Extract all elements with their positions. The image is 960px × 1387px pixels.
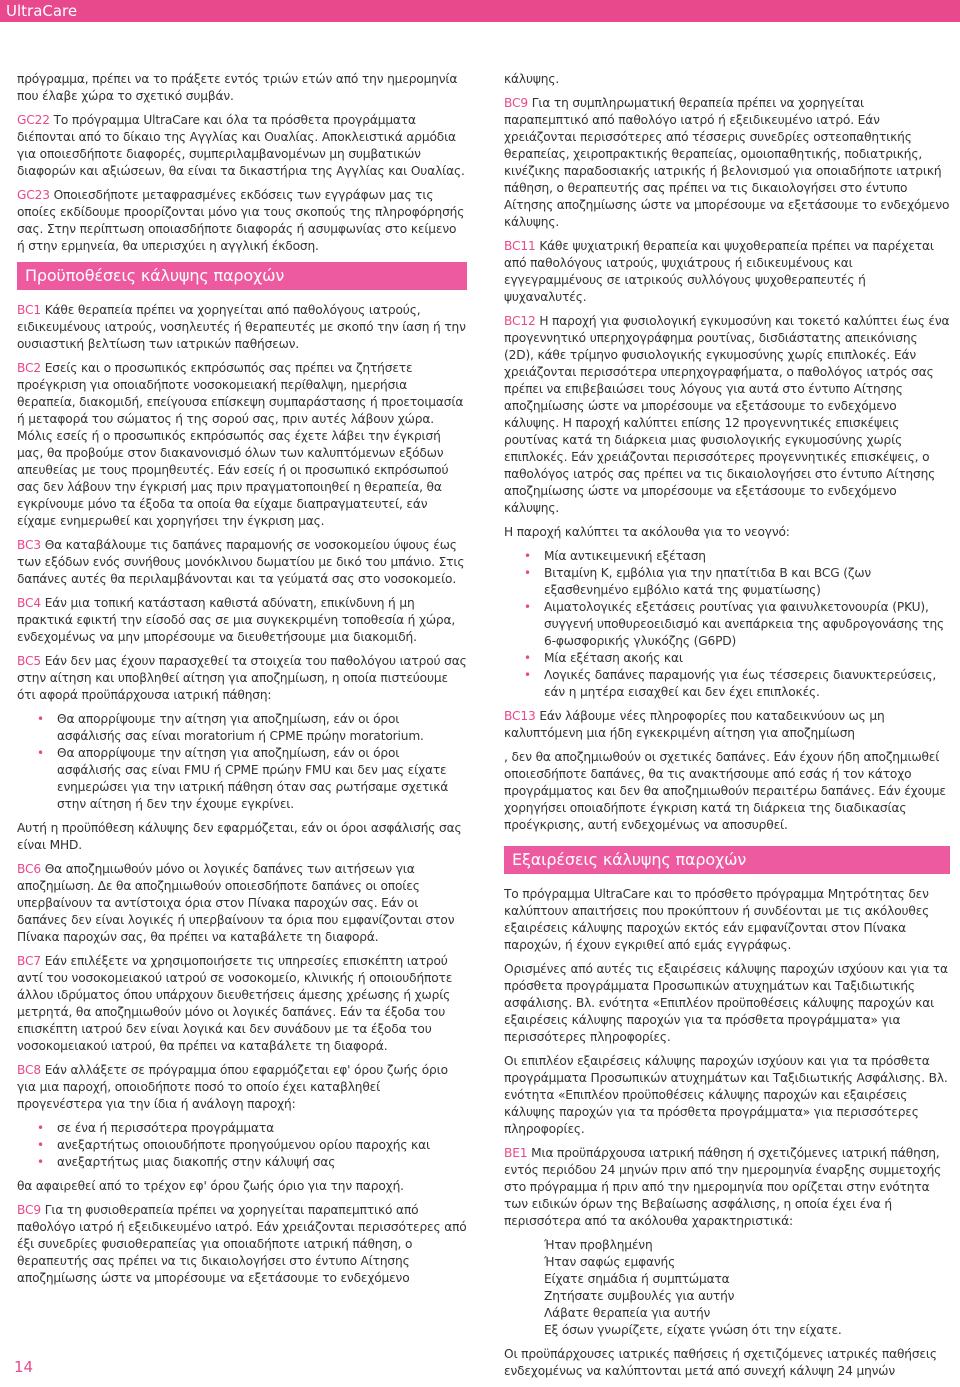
bullet-list (17, 1120, 467, 1171)
clause-code: BC4 (17, 596, 41, 610)
clause-code: GC23 (17, 188, 50, 202)
clause-gc22: GC22 Το πρόγραμμα UltraCare και όλα τα πρόσθετα προγράμματα διέπονται από το δίκαιο της Αγγλίας και Ουαλίας. Αποκλειστικά αρμόδια για οποιεσδήποτε διαφορές, συμπεριλαμβανομένων μη συμβατικών διαφορών και αξιώσεων, θα είναι τα δικαστήρια της Αγγλίας και Ουαλίας. (17, 113, 465, 178)
list-item: Ζητήσατε συμβουλές για αυτήν (544, 1289, 735, 1303)
section-header-benefit-exclusions: Εξαιρέσεις κάλυψης παροχών (504, 846, 950, 874)
item-list (504, 1237, 950, 1339)
clause-bc1: BC1 Κάθε θεραπεία πρέπει να χορηγείται από παθολόγους ιατρούς, ειδικευμένους ιατρούς, νοσηλευτές ή θεραπευτές με σκοπό την ίαση ή την ουσιαστική βελτίωση των ιατρικών παθήσεων. (17, 303, 466, 351)
clause-bc2: BC2 Εσείς και ο προσωπικός εκπρόσωπός σας πρέπει να ζητήσετε προέγκριση για οποιαδήποτε νοσοκομειακή περίθαλψη, ημερήσια θεραπεία, διακομιδή, επείγουσα επίσκεψη συμπαράστασης ή προετοιμασία ή μεταφορά του σώματος ή της σορού σας, πριν αυτές λάβουν χώρα. Μόλις εσείς ή ο προσωπικός εκπρόσωπός σας έχετε λάβει την έγκρισή μας, θα προβούμε στον διακανονισμό όλων των καλυπτόμενων εξόδων απευθείας με τους προμηθευτές. Εάν εσείς ή οι προσωπικό εκπρόσωπού σας δεν λάβουν την έγκρισή μας πριν πραγματοποιηθεί η θεραπεία, θα εγκρίνουμε μόνο τα έξοδα τα οποία θα είχαμε διαπραγματευτεί, εάν είχαμε ενημερωθεί και χορηγήσει την έγκριση μας. (17, 361, 464, 528)
clause-code: BC8 (17, 1063, 41, 1077)
list-item: Εξ όσων γνωρίζετε, είχατε γνώση ότι την είχατε. (544, 1323, 842, 1337)
list-item: • ανεξαρτήτως οποιουδήποτε προηγούμενου ορίου παροχής και (17, 1137, 467, 1154)
right-column (504, 71, 950, 1387)
section-header-benefit-conditions: Προϋποθέσεις κάλυψης παροχών (17, 262, 467, 290)
clause-code: BC11 (504, 239, 536, 253)
bullet-list (17, 711, 467, 813)
list-item: • ανεξαρτήτως μιας διακοπής στην κάλυψή σας (17, 1154, 467, 1171)
clause-bc3: BC3 Θα καταβάλουμε τις δαπάνες παραμονής σε νοσοκομείου ύψους έως των εξόδων ενός συνήθους μονόκλινου δωματίου με δικό του μπάνιο. Στις δαπάνες αυτές θα περιλαμβάνονται και τα γεύματά σας στο νοσοκομείο. (17, 538, 465, 586)
clause-bc6: BC6 Θα αποζημιωθούν μόνο οι λογικές δαπάνες των αιτήσεων για αποζημίωση. Δε θα αποζημιωθούν οποιεσδήποτε δαπάνες οι οποίες υπερβαίνουν τα αντίστοιχα όρια στον Πίνακα παροχών σας. Εάν οι δαπάνες δεν είναι λογικές ή υπερβαίνουν τα όρια που εμφανίζονται στον Πίνακα παροχών σας, θα πρέπει να καταβάλετε τη διαφορά. (17, 862, 455, 944)
clause-be1: BE1 Μια προϋπάρχουσα ιατρική πάθηση ή σχετιζόμενες ιατρική πάθηση, εντός περιόδου 24 μηνών πριν από την ημερομηνία έναρξης συμμετοχής στο πρόγραμμα ή πριν από την ημερομηνία που ορίζεται στην ενότητα των ειδικών όρων της Βεβαίωσης ασφάλισης, η οποία έχει ένα ή περισσότερα από τα ακόλουθα χαρακτηριστικά: (504, 1146, 942, 1228)
paragraph: Η παροχή καλύπτει τα ακόλουθα για το νεογνό: (504, 525, 790, 539)
clause-code: BC5 (17, 654, 41, 668)
list-item: • Αιματολογικές εξετάσεις ρουτίνας για φαινυλκετονουρία (PKU), συγγενή υποθυρεοειδισμό και ανεπάρκεια της αφυδρογονάσης της 6-φωσφορικής γλυκόζης (G6PD) (504, 599, 950, 650)
clause-bc8: BC8 Εάν αλλάξετε σε πρόγραμμα όπου εφαρμόζεται εφ' όρου ζωής όριο για μια παροχή, οποιοδήποτε ποσό το οποίο έχει καταβληθεί προγενέστερα για την ίδια ή ανάλογη παροχή: (17, 1063, 448, 1111)
paragraph: Αυτή η προϋπόθεση κάλυψης δεν εφαρμόζεται, εάν οι όροι ασφάλισής σας είναι MHD. (17, 821, 462, 852)
list-item: • Θα απορρίψουμε την αίτηση για αποζημίωση, εάν οι όροι ασφάλισής σας είναι moratorium ή CPME πρώην moratorium. (17, 711, 467, 745)
clause-bc9: BC9 Για τη φυσιοθεραπεία πρέπει να χορηγείται παραπεμπτικό από παθολόγο ιατρό ή εξειδικευμένο ιατρό. Εάν χρειάζονται περισσότερες από έξι συνεδρίες φυσιοθεραπείας για οποιαδήποτε ιατρική πάθηση, ο θεραπευτής σας πρέπει να τις δικαιολογήσει στο έντυπο Αίτησης αποζημίωσης ώστε να μπορέσουμε να εξετάσουμε το ενδεχόμενο (17, 1203, 467, 1285)
list-item: • Λογικές δαπάνες παραμονής για έως τέσσερεις διανυκτερεύσεις, εάν η μητέρα εισαχθεί και δεν έχει επιπλοκές. (504, 667, 950, 701)
list-item: Είχατε σημάδια ή συμπτώματα (544, 1272, 730, 1286)
paragraph: Οι επιπλέον εξαιρέσεις κάλυψης παροχών ισχύουν και για τα πρόσθετα προγράμματα Προσωπικών ατυχημάτων και Ταξιδιωτικής Ασφάλισης. Βλ. ενότητα «Επιπλέον προϋποθέσεις κάλυψης παροχών και εξαιρέσεις κάλυψης παροχών για τα πρόσθετα προγράμματα» για περισσότερες πληροφορίες. (504, 1054, 948, 1136)
list-item: • Μία εξέταση ακοής και (504, 650, 950, 667)
list-item: • Μία αντικειμενική εξέταση (504, 548, 950, 565)
brand-title: UltraCare (6, 2, 78, 20)
list-item: • Βιταμίνη K, εμβόλια για την ηπατίτιδα B και BCG (ζων εξασθενημένο εμβόλιο κατά της φυματίωσης) (504, 565, 950, 599)
paragraph: πρόγραμμα, πρέπει να το πράξετε εντός τριών ετών από την ημερομηνία που έλαβε χώρα το σχετικό συμβάν. (17, 72, 458, 103)
clause-code: BC12 (504, 314, 536, 328)
clause-code: BC6 (17, 862, 41, 876)
clause-code: BC1 (17, 303, 41, 317)
clause-code: BC7 (17, 954, 41, 968)
clause-code: BC13 (504, 709, 536, 723)
clause-gc23: GC23 Οποιεσδήποτε μεταφρασμένες εκδόσεις των εγγράφων μας τις οποίες εκδίδουμε προορίζονται μόνο για τους σκοπούς της πληροφόρησής σας. Στην περίπτωση οποιασδήποτε διαφοράς ή ασυμφωνίας στο κείμενο ή στην ερμηνεία, θα υπερισχύει η αγγλική έκδοση. (17, 188, 465, 253)
clause-bc11: BC11 Κάθε ψυχιατρική θεραπεία και ψυχοθεραπεία πρέπει να παρέχεται από παθολόγους ιατρούς, ψυχιάτρους ή ειδικευμένους και εγγεγραμμένους σε ιατρικούς συλλόγους ψυχοθεραπευτές ή ψυχαναλυτές. (504, 239, 934, 304)
clause-bc5: BC5 Εάν δεν μας έχουν παρασχεθεί τα στοιχεία του παθολόγου ιατρού σας στην αίτηση και υποβληθεί αίτηση για αποζημίωση, η οποία πιστεύουμε ότι αφορά προϋπάρχουσα ιατρική πάθηση: (17, 654, 467, 702)
clause-code: BC9 (504, 96, 528, 110)
paragraph: θα αφαιρεθεί από το τρέχον εφ' όρου ζωής όριο για την παροχή. (17, 1179, 404, 1193)
paragraph: Οι προϋπάρχουσες ιατρικές παθήσεις ή σχετιζόμενες ιατρικές παθήσεις ενδεχομένως να καλύπτονται μετά από συνεχή κάλυψη 24 μηνών (504, 1347, 937, 1378)
list-item: Ήταν προβλημένη (544, 1238, 653, 1252)
paragraph: , δεν θα αποζημιωθούν οι σχετικές δαπάνες. Εάν έχουν ήδη αποζημιωθεί οποιεσδήποτε δαπάνες, θα τις ανακτήσουμε από εσάς ή τον κάτοχο προγράμματος και δεν θα αποζημιωθούν περαιτέρω δαπάνες. Εάν έχουμε χορηγήσει οποιαδήποτε έγκριση κατά τη διάρκεια της διαδικασίας προέγκρισης, αυτή ενδεχομένως να αποσυρθεί. (504, 750, 946, 832)
paragraph: Το πρόγραμμα UltraCare και το πρόσθετο πρόγραμμα Μητρότητας δεν καλύπτουν απαιτήσεις που προκύπτουν ή συνδέονται με τις ακόλουθες εξαιρέσεις κάλυψης παροχών εκτός εάν εμφανίζονται στον Πίνακα παροχών, ή έχουν εγκριθεί από εμάς εγγράφως. (504, 887, 930, 952)
left-column (17, 71, 467, 1294)
list-item: Λάβατε θεραπεία για αυτήν (544, 1306, 711, 1320)
page-number: 14 (14, 1358, 34, 1376)
clause-code: BC3 (17, 538, 41, 552)
clause-code: BE1 (504, 1146, 528, 1160)
clause-bc13: BC13 Εάν λάβουμε νέες πληροφορίες που καταδεικνύουν ως μη καλυπτόμενη μια ήδη εγκεκριμένη αίτηση για αποζημίωση (504, 709, 885, 740)
clause-bc9-complementary: BC9 Για τη συμπληρωματική θεραπεία πρέπει να χορηγείται παραπεμπτικό από παθολόγο ιατρό ή εξειδικευμένο ιατρό. Εάν χρειάζονται περισσότερες από τέσσερις συνεδρίες οστεοπαθητικής θεραπείας, χειροπρακτικής θεραπείας, ομοιοπαθητικής, ποδιατρικής, κινέζικης παραδοσιακής ιατρικής ή βελονισμού για οποιαδήποτε ιατρική πάθηση, ο θεραπευτής σας πρέπει να τις δικαιολογήσει στο έντυπο Αίτησης αποζημίωσης ώστε να μπορέσουμε να εξετάσουμε το ενδεχόμενο κάλυψης. (504, 96, 950, 229)
list-item: • Θα απορρίψουμε την αίτηση για αποζημίωση, εάν οι όροι ασφάλισής σας είναι FMU ή CPME πρώην FMU και δεν μας είχατε ενημερώσει για την ιατρική πάθηση όταν σας ρωτήσαμε σχετικά στην αίτηση ή δεν την έχουμε εγκρίνει. (17, 745, 467, 813)
clause-code: GC22 (17, 113, 50, 127)
clause-code: BC9 (17, 1203, 41, 1217)
paragraph: Ορισμένες από αυτές τις εξαιρέσεις κάλυψης παροχών ισχύουν και για τα πρόσθετα προγράμματα Προσωπικών ατυχημάτων και Ταξιδιωτικής ασφάλισης. Βλ. ενότητα «Επιπλέον προϋποθέσεις κάλυψης παροχών και εξαιρέσεις κάλυψης παροχών για τα πρόσθετα προγράμματα» για περισσότερες πληροφορίες. (504, 962, 948, 1044)
clause-bc7: BC7 Εάν επιλέξετε να χρησιμοποιήσετε τις υπηρεσίες επισκέπτη ιατρού αντί του νοσοκομειακού ιατρού σε νοσοκομείο, κλινικής ή οποιουδήποτε άλλου ιδρύματος όπου υπάρχουν διευθετήσεις άμεσης χρέωσης ή χωρίς μετρητά, θα αποζημιωθούν μόνο οι λογικές δαπάνες. Εάν τα έξοδα του επισκέπτη ιατρού δεν είναι λογικά και δεν συνάδουν με τα έξοδα του νοσοκομειακού ιατρού, θα πρέπει να καταβάλετε τη διαφορά. (17, 954, 453, 1053)
clause-bc12: BC12 Η παροχή για φυσιολογική εγκυμοσύνη και τοκετό καλύπτει έως ένα προγεννητικό υπερηχογράφημα ρουτίνας, δισδιάστατης απεικόνισης (2D), κάθε τρίμηνο φυσιολογικής εγκυμοσύνης χωρίς επιπλοκές. Εάν χρειάζονται περισσότερα υπερηχογραφήματα, ο παθολόγος ιατρός σας πρέπει να επιβεβαιώσει τους λόγους για αυτά στο έντυπο Αίτησης αποζημίωσης ώστε να μπορέσουμε να εξετάσουμε το ενδεχόμενο κάλυψης. Η παροχή καλύπτει επίσης 12 προγεννητικές επισκέψεις ρουτίνας κατά τη διάρκεια μιας φυσιολογικής εγκυμοσύνης χωρίς επιπλοκές. Εάν χρειάζονται περισσότερες προγεννητικές επισκέψεις, ο παθολόγος ιατρός σας πρέπει να τις δικαιολογήσει στο έντυπο Αίτησης αποζημίωσης ώστε να μπορέσουμε να εξετάσουμε το ενδεχόμενο κάλυψης. (504, 314, 950, 515)
header-bar (0, 0, 960, 22)
list-item: • σε ένα ή περισσότερα προγράμματα (17, 1120, 467, 1137)
clause-bc4: BC4 Εάν μια τοπική κατάσταση καθιστά αδύνατη, επικίνδυνη ή μη πρακτικά εφικτή την είσοδό σας σε μια συγκεκριμένη τοποθεσία ή χώρα, ενδεχομένως να μην μπορέσουμε να διευθετήσουμε μια διακομιδή. (17, 596, 456, 644)
clause-code: BC2 (17, 361, 41, 375)
paragraph: κάλυψης. (504, 72, 560, 86)
list-item: Ήταν σαφώς εμφανής (544, 1255, 676, 1269)
bullet-list (504, 548, 950, 701)
